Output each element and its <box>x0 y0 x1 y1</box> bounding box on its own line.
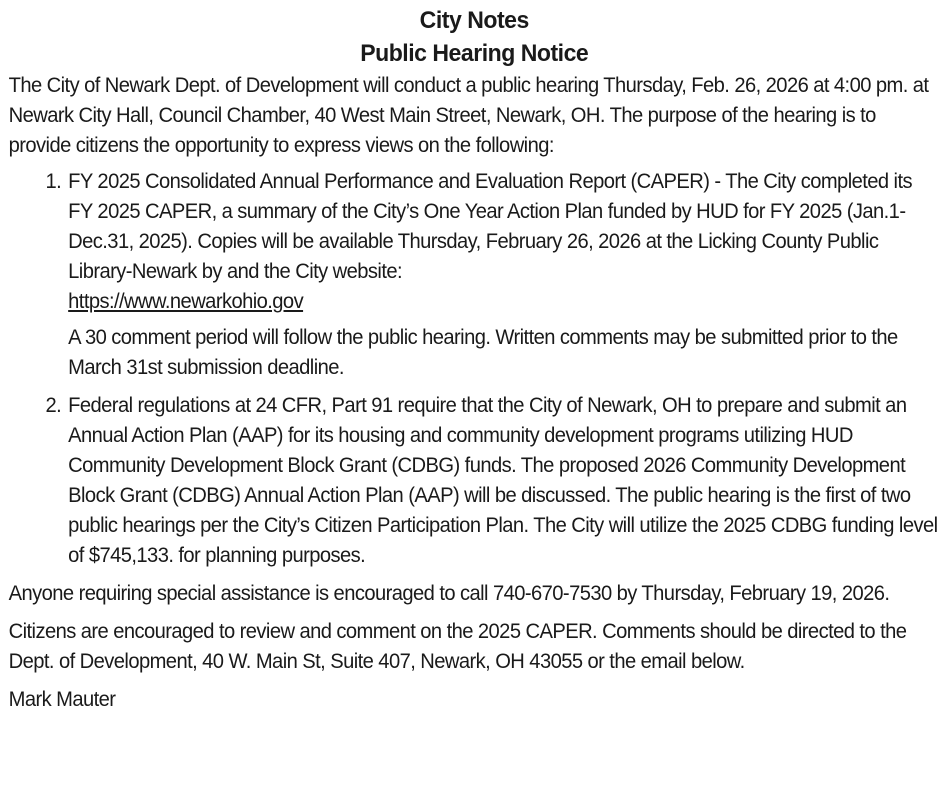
review-paragraph: Citizens are encouraged to review and comment on the 2025 CAPER. Comments should be directed to the Dept. of Development, 40 W. Main St, Suite 407, Newark, OH 43055 or the email below. <box>8 620 907 673</box>
title-block <box>0 4 948 70</box>
signature: Mark Mauter <box>8 688 116 711</box>
document-title: City Notes <box>419 7 529 34</box>
comment-period-note: A 30 comment period will follow the public hearing. Written comments may be submitted prior to the March 31st submission deadline. <box>68 326 898 379</box>
agenda-item-text: FY 2025 Consolidated Annual Performance and Evaluation Report (CAPER) - The City completed its FY 2025 CAPER, a summary of the City’s One Year Action Plan funded by HUD for FY 2025 (Jan.1-Dec.31, 2025). Copies will be available Thursday, February 26, 2026 at the Licking County Public Library-Newark by and the City website: <box>68 170 912 283</box>
document-subtitle: Public Hearing Notice <box>360 40 589 67</box>
agenda-item-text: Federal regulations at 24 CFR, Part 91 require that the City of Newark, OH to prepare and submit an Annual Action Plan (AAP) for its housing and community development programs utilizing HUD Community Development Block Grant (CDBG) funds. The proposed 2026 Community Development Block Grant (CDBG) Annual Action Plan (AAP) will be discussed. The public hearing is the first of two public hearings per the City’s Citizen Participation Plan. The City will utilize the 2025 CDBG funding level of $745,133. for planning purposes. <box>68 394 938 567</box>
city-website-link[interactable]: https://www.newarkohio.gov <box>68 290 304 313</box>
agenda-list <box>9 167 941 571</box>
intro-paragraph: The City of Newark Dept. of Development will conduct a public hearing Thursday, Feb. 26, 2026 at 4:00 pm. at Newark City Hall, Council Chamber, 40 West Main Street, Newark, OH. The purpose of the hearing is to provide citizens the opportunity to express views on the following: <box>8 74 929 157</box>
agenda-item-aap <box>66 391 941 571</box>
agenda-item-caper <box>66 167 941 383</box>
assistance-paragraph: Anyone requiring special assistance is encouraged to call 740-670-7530 by Thursday, February 19, 2026. <box>8 582 890 605</box>
